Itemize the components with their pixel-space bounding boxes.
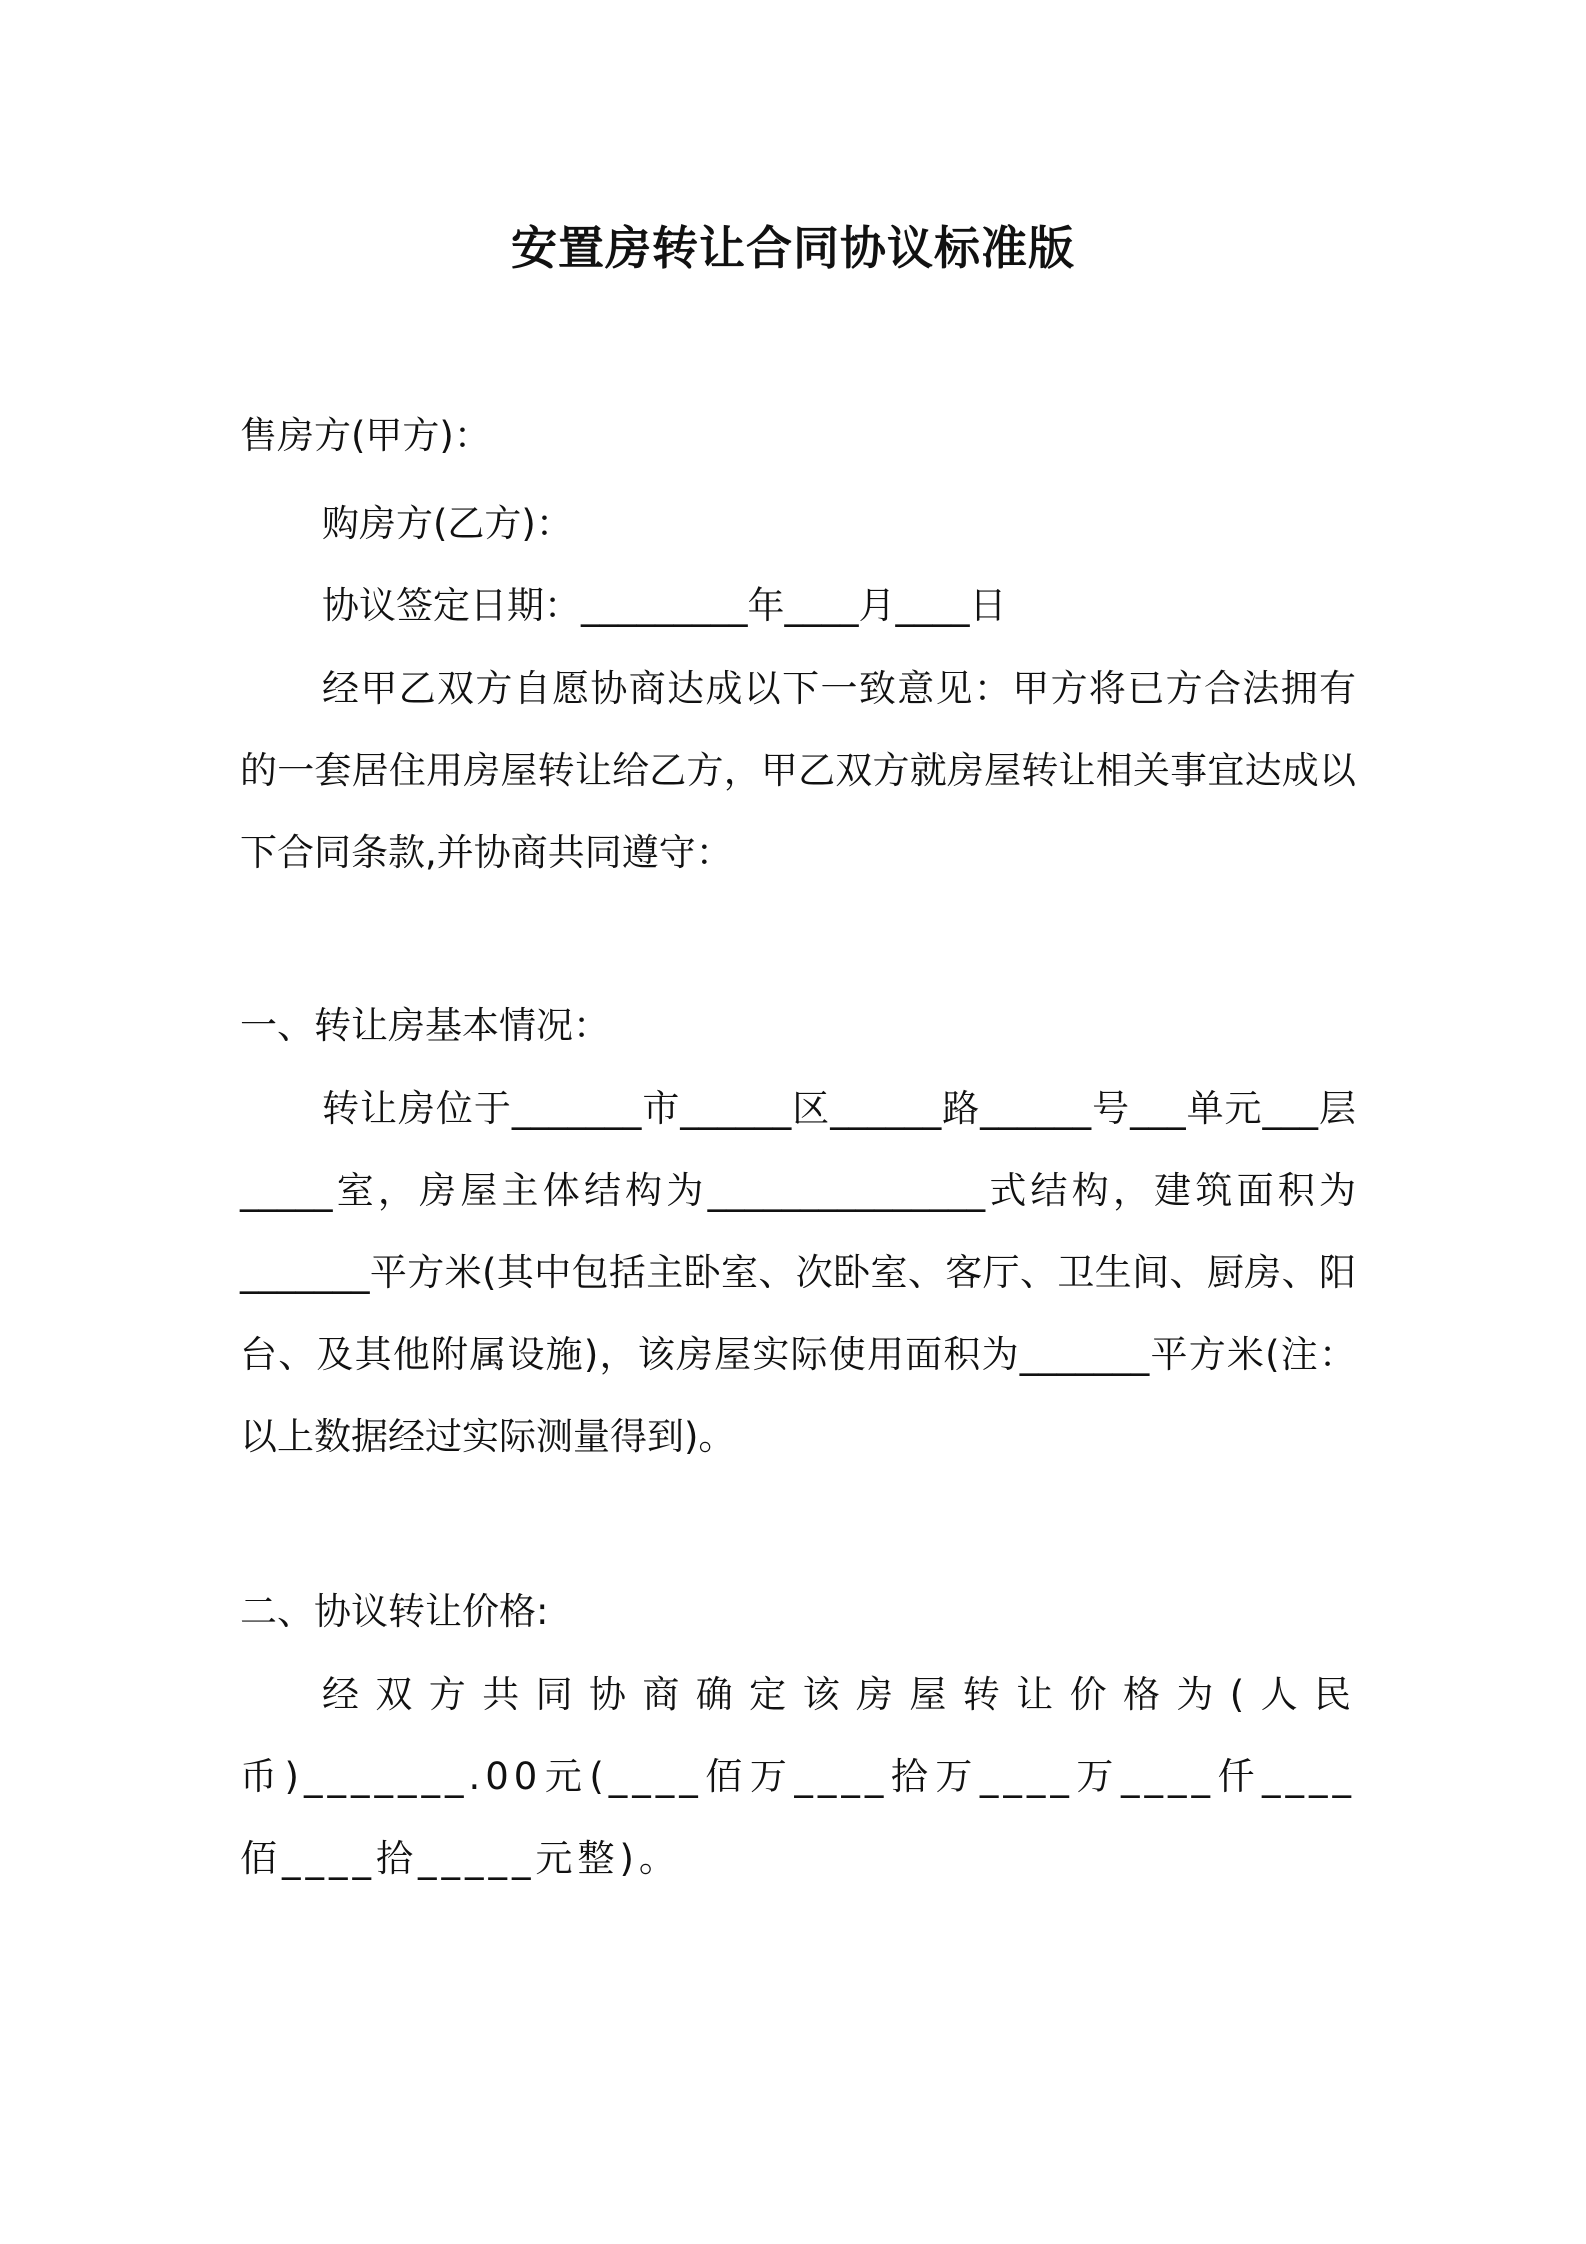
section1-body: 转让房位于_______市______区______路______号___单元___层_____室，房屋主体结构为_______________式结构，建筑面积为_______平方米(其中包括主卧室、次卧室、客厅、卫生间、厨房、阳台、及其他附属设施)，该房屋实际使用面积为_______平方米(注：以上数据经过实际测量得到)。 (240, 1087, 1356, 1458)
intro-paragraph: 经甲乙双方自愿协商达成以下一致意见：甲方将已方合法拥有的一套居住用房屋转让给乙方，甲乙双方就房屋转让相关事宜达成以下合同条款,并协商共同遵守： (240, 667, 1356, 874)
section2-heading: 二、协议转让价格: (240, 1590, 549, 1633)
document-title: 安置房转让合同协议标准版 (511, 221, 1075, 275)
agreement-date-line: 协议签定日期：_________年____月____日 (322, 584, 1007, 627)
section1-heading: 一、转让房基本情况： (240, 1004, 610, 1047)
seller-label: 售房方(甲方)： (240, 414, 491, 457)
buyer-label: 购房方(乙方)： (322, 502, 573, 545)
section2-body: 经双方共同协商确定该房屋转让价格为(人民币)_______.00元(____佰万____拾万____万____仟____佰____拾_____元整)。 (240, 1673, 1356, 1880)
